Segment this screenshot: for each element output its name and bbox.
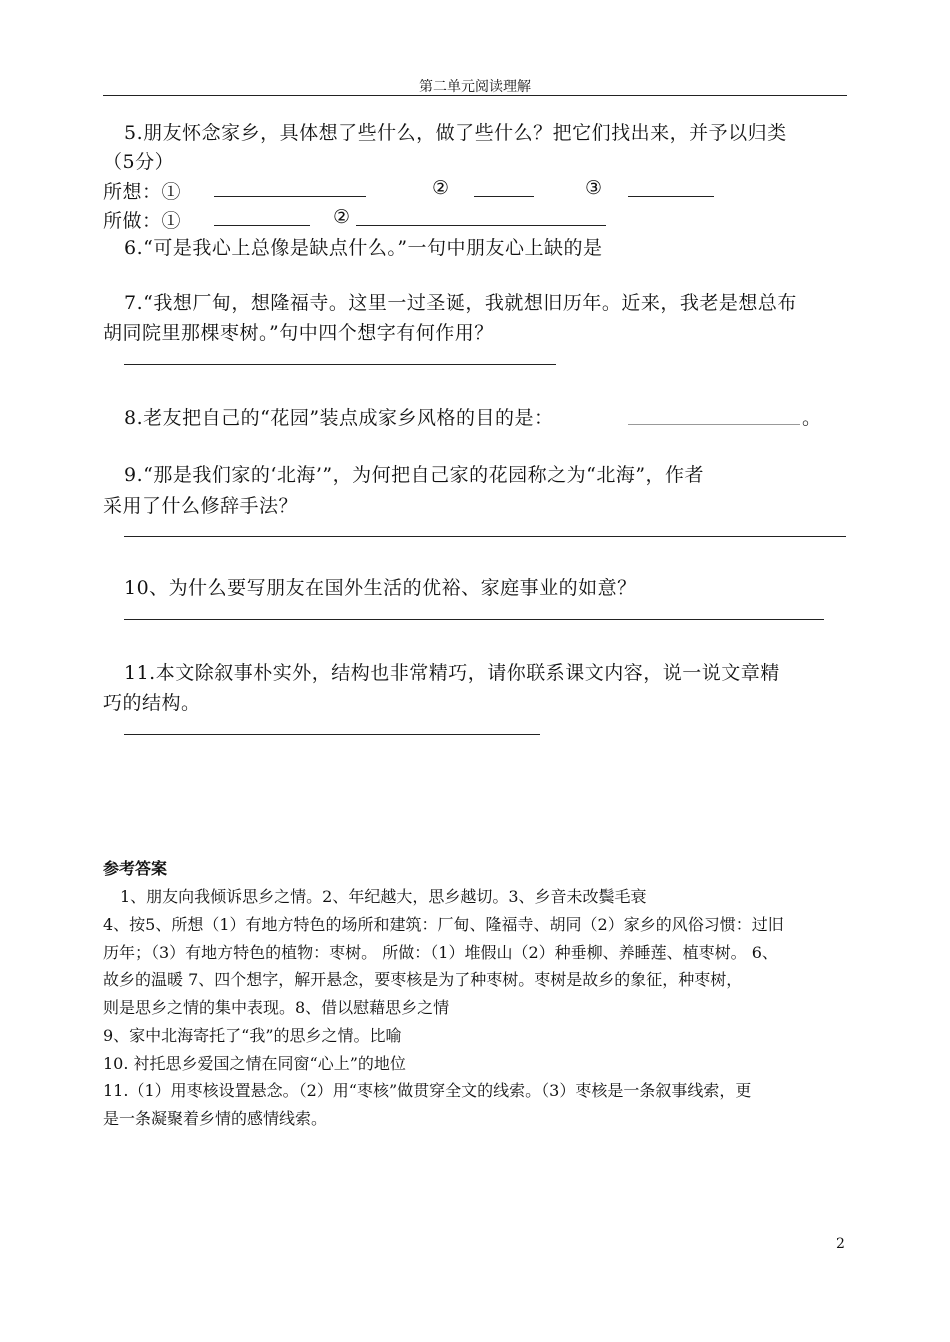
q7-text-line1: 7.“我想厂甸，想隆福寺。这里一过圣诞，我就想旧历年。近来，我老是想总布 <box>124 292 797 314</box>
q11-text-line1: 11.本文除叙事朴实外，结构也非常精巧，请你联系课文内容，说一说文章精 <box>124 662 780 684</box>
q9-text-line2: 采用了什么修辞手法？ <box>103 495 299 517</box>
answer-line: 历年；（3）有地方特色的植物：枣树。 所做：（1）堆假山（2）种垂柳、养睡莲、植枣树。 6、 <box>103 943 778 962</box>
q5-thought-marker-3: ③ <box>585 177 603 199</box>
q5-text-line1: 5.朋友怀念家乡，具体想了些什么，做了些什么？把它们找出来，并予以归类 <box>124 122 787 144</box>
answer-line: 故乡的温暖 7、四个想字，解开悬念，要枣核是为了种枣树。枣树是故乡的象征，种枣树， <box>103 970 743 989</box>
q7-answer-blank[interactable] <box>124 364 556 365</box>
answers-title: 参考答案 <box>103 859 168 878</box>
q8-text: 8.老友把自己的“花园”装点成家乡风格的目的是： <box>124 407 554 429</box>
answer-line: 10. 衬托思乡爱国之情在同窗“心上”的地位 <box>103 1054 406 1073</box>
q7-text-line2: 胡同院里那棵枣树。”句中四个想字有何作用？ <box>103 322 494 344</box>
q5-did-marker-2: ② <box>333 206 351 228</box>
q11-text-line2: 巧的结构。 <box>103 692 201 714</box>
q9-text-line1: 9.“那是我们家的‘北海’”，为何把自己家的花园称之为“北海”，作者 <box>124 464 705 486</box>
answer-line: 9、家中北海寄托了“我”的思乡之情。比喻 <box>103 1026 402 1045</box>
page-header: 第二单元阅读理解 <box>419 79 531 95</box>
answer-line: 1、朋友向我倾诉思乡之情。2、年纪越大，思乡越切。3、乡音未改鬓毛衰 <box>120 887 647 906</box>
q5-text-line2: （5分） <box>103 151 175 173</box>
answer-line: 则是思乡之情的集中表现。8、借以慰藉思乡之情 <box>103 998 450 1017</box>
answer-line: 是一条凝聚着乡情的感情线索。 <box>103 1109 328 1128</box>
q10-text: 10、为什么要写朋友在国外生活的优裕、家庭事业的如意？ <box>124 577 637 599</box>
q8-answer-blank[interactable] <box>628 424 800 425</box>
q5-thought-blank-3[interactable] <box>628 196 714 197</box>
answer-line: 11.（1）用枣核设置悬念。（2）用“枣核”做贯穿全文的线索。（3）枣核是一条叙事线索，更 <box>103 1081 752 1100</box>
header-divider <box>103 95 847 96</box>
q5-thought-blank-2[interactable] <box>474 196 534 197</box>
q6-text: 6.“可是我心上总像是缺点什么。”一句中朋友心上缺的是 <box>124 237 603 259</box>
q5-did-blank-2[interactable] <box>356 225 606 226</box>
q5-did-blank-1[interactable] <box>214 225 310 226</box>
answer-line: 4、按5、所想（1）有地方特色的场所和建筑：厂甸、隆福寺、胡同（2）家乡的风俗习惯：过旧 <box>103 915 784 934</box>
q8-end-mark: 。 <box>802 407 822 429</box>
q5-thought-blank-1[interactable] <box>214 196 366 197</box>
q5-did-label: 所做：① <box>103 210 182 232</box>
q9-answer-blank[interactable] <box>124 536 846 537</box>
page-number: 2 <box>836 1236 845 1252</box>
q10-answer-blank[interactable] <box>124 619 824 620</box>
q11-answer-blank[interactable] <box>124 734 540 735</box>
q5-thought-label: 所想：① <box>103 181 182 203</box>
q5-thought-marker-2: ② <box>432 177 450 199</box>
